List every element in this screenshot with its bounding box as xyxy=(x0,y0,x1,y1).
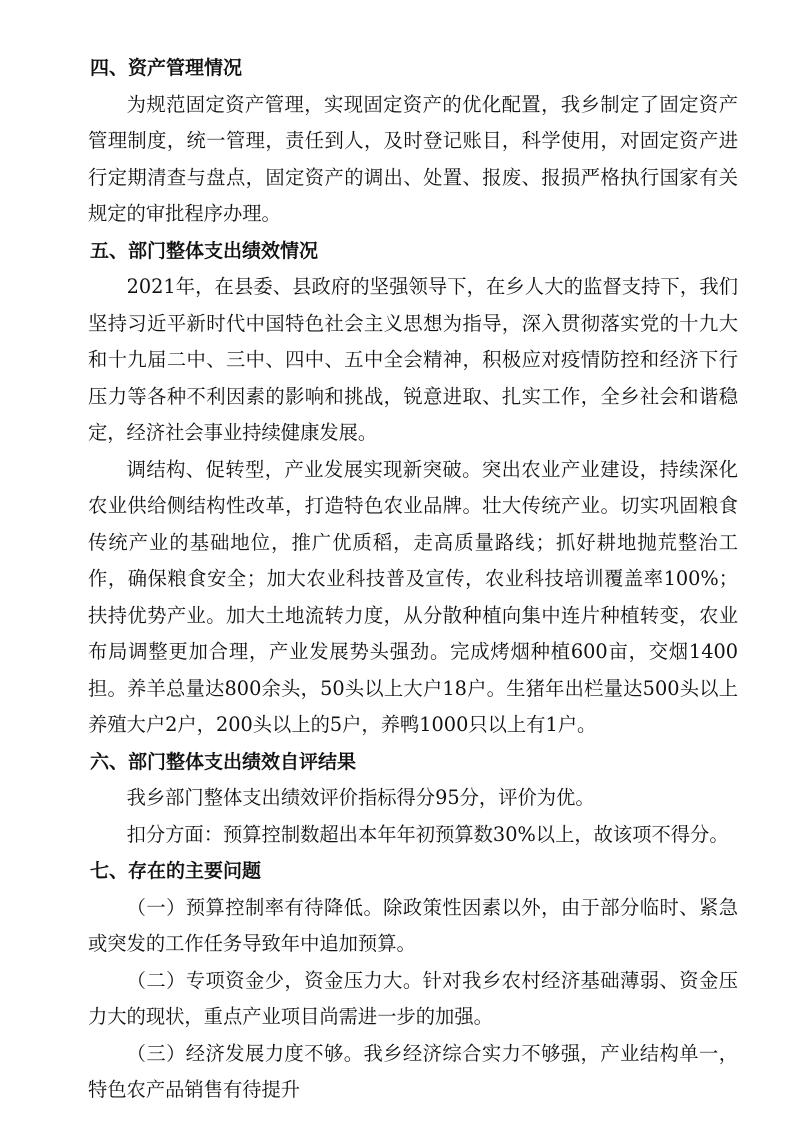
paragraph: 调结构、促转型，产业发展实现新突破。突出农业产业建设，持续深化农业供给侧结构性改革，打造特色农业品牌。壮大传统产业。切实巩固粮食传统产业的基础地位，推广优质稻，走高质量路线；抓好耕地抛荒整治工作，确保粮食安全；加大农业科技普及宣传，农业科技培训覆盖率100%；扶持优势产业。加大土地流转力度，从分散种植向集中连片种植转变，农业布局调整更加合理，产业发展势头强劲。完成烤烟种植600亩，交烟1400担。养羊总量达800余头，50头以上大户18户。生猪年出栏量达500头以上养殖大户2户，200头以上的5户，养鸭1000只以上有1户。 xyxy=(88,457,738,736)
section-expenditure-performance xyxy=(88,233,738,744)
section-main-problems xyxy=(88,853,738,1109)
paragraph: （一）预算控制率有待降低。除政策性因素以外，由于部分临时、紧急或突发的工作任务导致年中追加预算。 xyxy=(88,895,738,955)
section-heading: 六、部门整体支出绩效自评结果 xyxy=(90,750,357,773)
paragraph: （三）经济发展力度不够。我乡经济综合实力不够强，产业结构单一，特色农产品销售有待提升 xyxy=(88,1041,738,1101)
paragraph: 扣分方面：预算控制数超出本年年初预算数30%以上，故该项不得分。 xyxy=(126,822,729,846)
section-heading: 四、资产管理情况 xyxy=(90,57,243,79)
document-page xyxy=(88,50,738,1109)
paragraph: （二）专项资金少，资金压力大。针对我乡农村经济基础薄弱、资金压力大的现状，重点产业项目尚需进一步的加强。 xyxy=(88,968,738,1028)
section-self-evaluation xyxy=(88,744,738,854)
section-heading: 七、存在的主要问题 xyxy=(90,860,262,882)
paragraph: 为规范固定资产管理，实现固定资产的优化配置，我乡制定了固定资产管理制度，统一管理，责任到人，及时登记账目，科学使用，对固定资产进行定期清查与盘点，固定资产的调出、处置、报废、报损严格执行国家有关规定的审批程序办理。 xyxy=(88,92,738,225)
paragraph: 我乡部门整体支出绩效评价指标得分95分，评价为优。 xyxy=(126,786,595,809)
paragraph: 2021年，在县委、县政府的坚强领导下，在乡人大的监督支持下，我们坚持习近平新时代中国特色社会主义思想为指导，深入贯彻落实党的十九大和十九届二中、三中、四中、五中全会精神，积极应对疫情防控和经济下行压力等各种不利因素的影响和挑战，锐意进取、扎实工作，全乡社会和谐稳定，经济社会事业持续健康发展。 xyxy=(88,275,738,444)
section-asset-management xyxy=(88,50,738,233)
section-heading: 五、部门整体支出绩效情况 xyxy=(90,239,319,262)
